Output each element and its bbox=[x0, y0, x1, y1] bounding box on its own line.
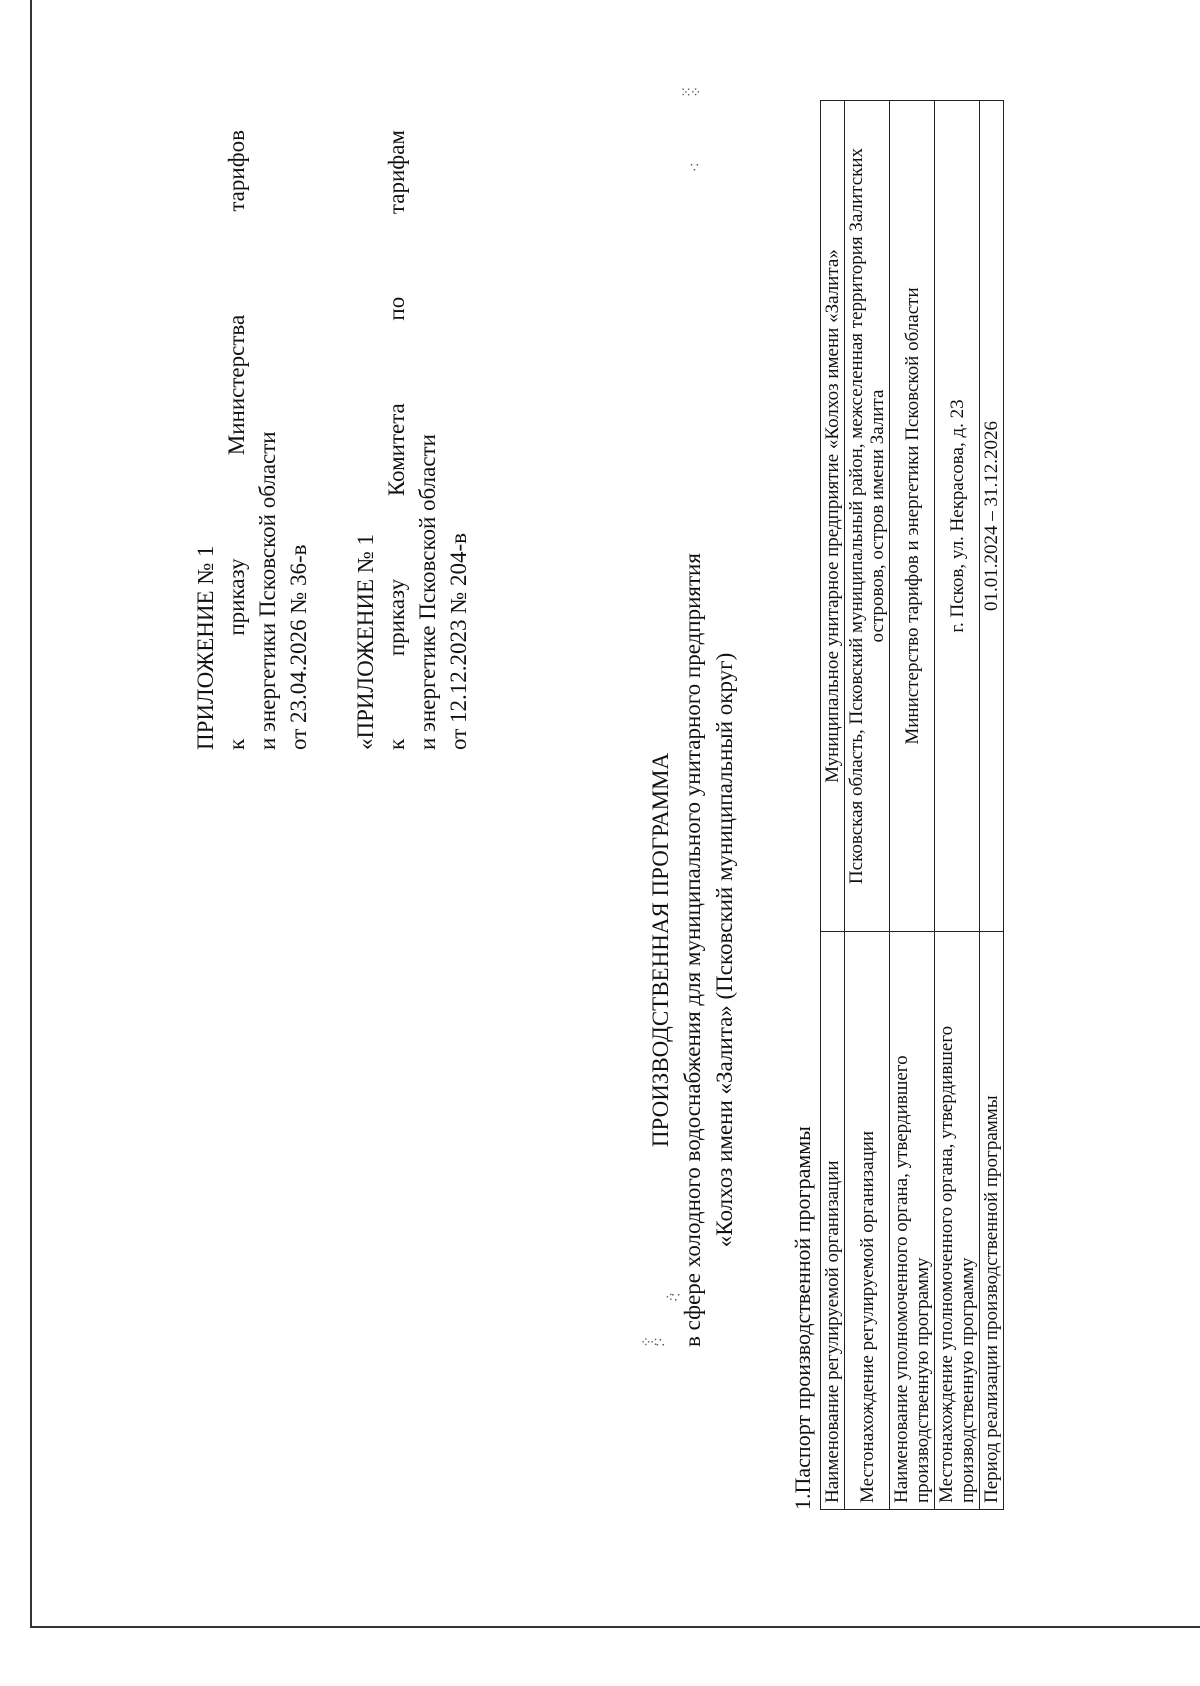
row-value: Псковская область, Псковский муниципальный район, межселенная территория Залитских островов, остров имени Залита bbox=[845, 101, 890, 932]
table-row bbox=[935, 101, 980, 1510]
scan-noise-mark: ⁙⁘ bbox=[680, 86, 700, 101]
passport-table bbox=[820, 100, 1004, 1510]
document-title bbox=[645, 450, 741, 1450]
row-label: Местонахождение уполномоченного органа, утвердившего производственную программу bbox=[935, 932, 980, 1510]
appendix-previous bbox=[350, 130, 474, 750]
rotated-page bbox=[20, 40, 1140, 1600]
scan-noise-mark: ∵ bbox=[690, 161, 697, 176]
row-label: Наименование уполномоченного органа, утвердившего производственную программу bbox=[890, 932, 935, 1510]
table-row bbox=[980, 101, 1004, 1510]
row-value: Министерство тарифов и энергетики Псковской области bbox=[890, 101, 935, 932]
table-row bbox=[821, 101, 845, 1510]
appendix-ministry-line: и энергетики Псковской области bbox=[255, 431, 280, 750]
appendix-committee-line: и энергетике Псковской области bbox=[415, 434, 440, 750]
row-value: Муниципальное унитарное предприятие «Колхоз имени «Залита» bbox=[821, 101, 845, 932]
title-subject: в сфере холодного водоснабжения для муниципального унитарного предприятия bbox=[680, 553, 705, 1347]
scan-noise-mark: ⁘⁖∴ bbox=[640, 1336, 663, 1351]
appendix-order-line: к приказу Комитета по тарифам bbox=[384, 130, 409, 750]
appendix-current bbox=[190, 130, 314, 750]
title-organization: «Колхоз имени «Залита» (Псковский муниципальный округ) bbox=[712, 652, 737, 1248]
row-label: Местонахождение регулируемой организации bbox=[845, 932, 890, 1510]
appendix-date-line: от 23.04.2026 № 36-в bbox=[286, 544, 311, 750]
row-label: Наименование регулируемой организации bbox=[821, 932, 845, 1510]
appendix-date-line: от 12.12.2023 № 204-в bbox=[446, 533, 471, 750]
appendix-heading: ПРИЛОЖЕНИЕ № 1 bbox=[193, 545, 218, 750]
appendix-order-line: к приказу Министерства тарифов bbox=[224, 130, 249, 750]
row-value: 01.01.2024 – 31.12.2026 bbox=[980, 101, 1004, 932]
table-row bbox=[890, 101, 935, 1510]
table-row bbox=[845, 101, 890, 1510]
scan-noise-mark: ⁖∵ bbox=[665, 1291, 679, 1306]
title-main: ПРОИЗВОДСТВЕННАЯ ПРОГРАММА bbox=[648, 752, 673, 1148]
appendix-heading: «ПРИЛОЖЕНИЕ № 1 bbox=[353, 533, 378, 750]
row-label: Период реализации производственной программы bbox=[980, 932, 1004, 1510]
section-heading: 1.Паспорт производственной программы bbox=[790, 1126, 815, 1510]
row-value: г. Псков, ул. Некрасова, д. 23 bbox=[935, 101, 980, 932]
